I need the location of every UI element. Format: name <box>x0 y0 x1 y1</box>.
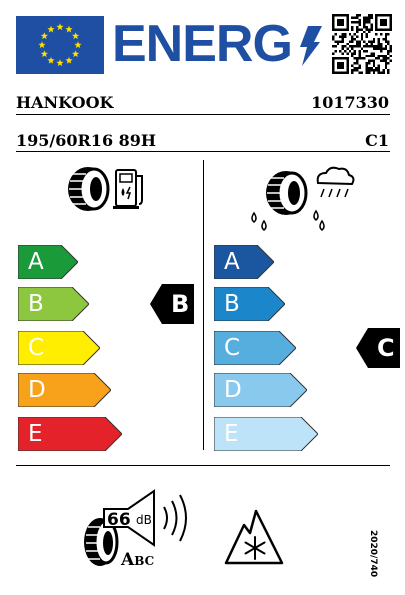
fuel-class-e-label: E <box>28 421 43 447</box>
fuel-class-c-label: C <box>28 335 45 361</box>
eu-flag-icon <box>16 16 104 74</box>
qr-code-icon <box>332 14 392 74</box>
fuel-rating-label: B <box>171 290 190 318</box>
fuel-class-a-bar <box>18 245 78 279</box>
vertical-divider <box>203 160 204 450</box>
article-number: 1017330 <box>311 93 389 112</box>
divider <box>16 465 390 466</box>
wet-class-e-bar <box>214 417 318 451</box>
noise-class <box>121 550 154 571</box>
fuel-rating-indicator <box>150 284 194 324</box>
brand-name: HANKOOK <box>16 93 114 112</box>
fuel-class-b-label: B <box>28 291 44 317</box>
wet-class-b-bar <box>214 287 285 321</box>
wet-grip-rating-label: C <box>377 334 395 362</box>
wet-class-a-bar <box>214 245 274 279</box>
noise-value: 66 <box>107 510 131 530</box>
fuel-class-a-label: A <box>28 249 44 275</box>
fuel-class-d-label: D <box>28 377 46 403</box>
regulation-number: 2020/740 <box>368 530 378 578</box>
wet-class-c-label: C <box>224 335 241 361</box>
fuel-class-c-bar <box>18 331 100 365</box>
wet-class-b-label: B <box>224 291 240 317</box>
noise-class-rest: BC <box>134 554 155 568</box>
three-peak-mountain-snowflake-icon <box>224 507 284 565</box>
lightning-bolt-icon <box>296 26 322 66</box>
noise-class-main: A <box>121 550 135 570</box>
wet-class-e-label: E <box>224 421 239 447</box>
energy-title: ENERG <box>112 15 292 73</box>
divider <box>16 114 390 115</box>
tyre-with-fuel-pump-icon <box>58 166 154 212</box>
wet-grip-rating-indicator <box>356 328 400 368</box>
wet-class-d-label: D <box>224 377 242 403</box>
fuel-class-e-bar <box>18 417 122 451</box>
tyre-with-rain-cloud-icon <box>246 163 360 235</box>
fuel-class-b-bar <box>18 287 89 321</box>
tyre-class: C1 <box>365 131 389 150</box>
wet-class-a-label: A <box>224 249 240 275</box>
wet-class-d-bar <box>214 373 307 407</box>
tyre-size: 195/60R16 89H <box>16 131 157 150</box>
fuel-class-d-bar <box>18 373 111 407</box>
noise-unit: dB <box>136 513 152 527</box>
divider <box>16 151 390 152</box>
wet-class-c-bar <box>214 331 296 365</box>
